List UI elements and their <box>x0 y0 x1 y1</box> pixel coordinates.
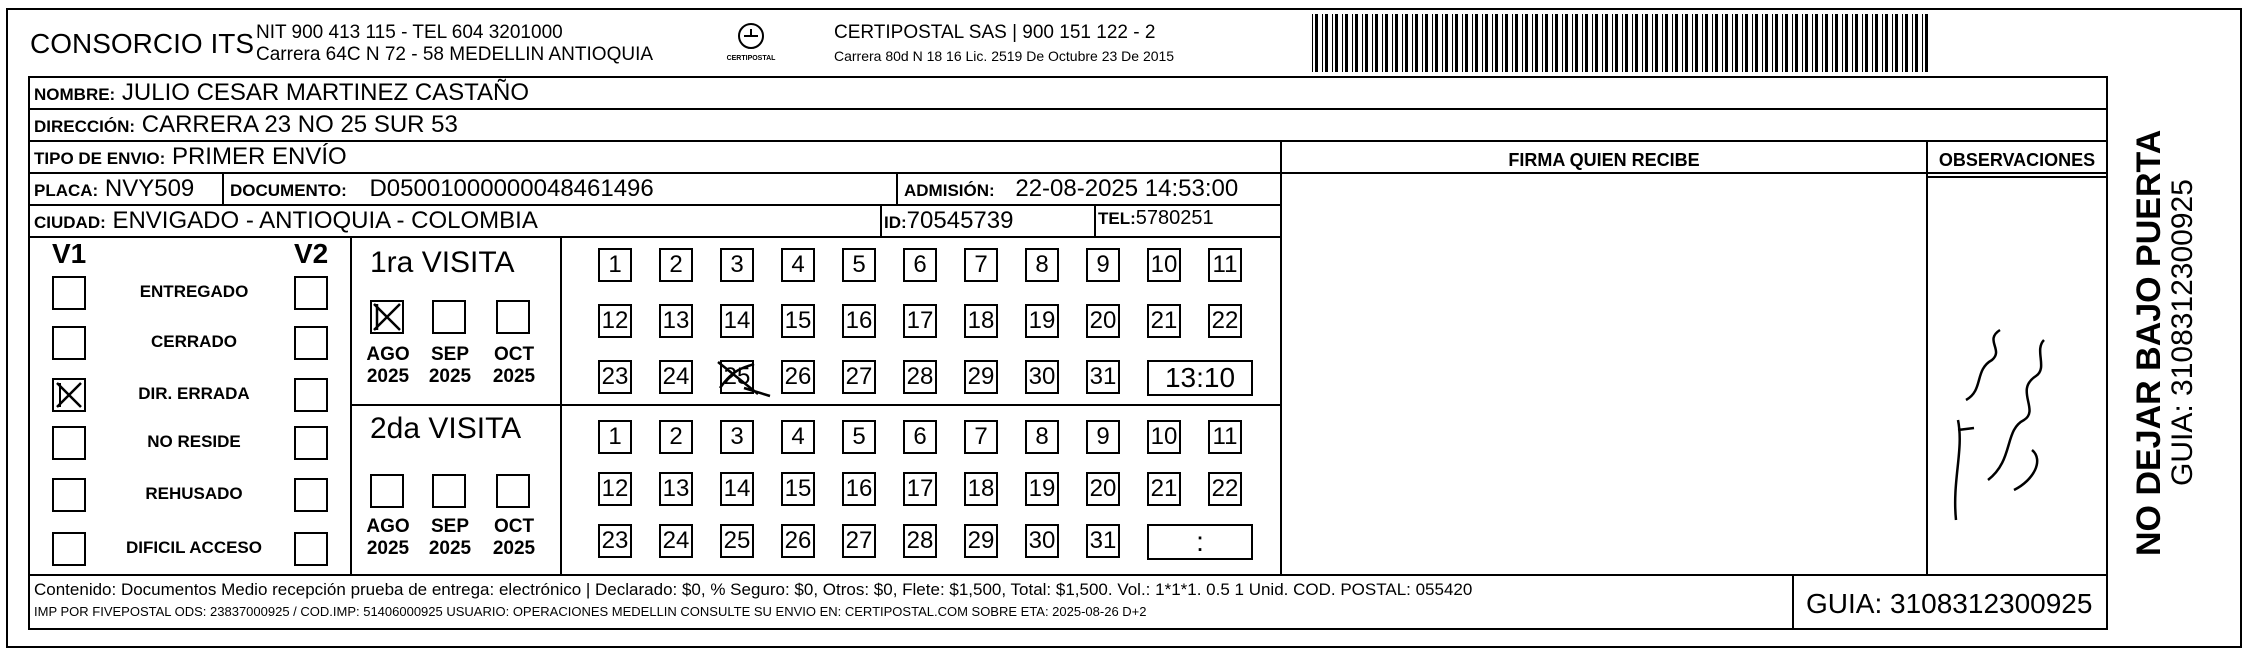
barcode-bar <box>1335 14 1338 72</box>
status-v1-checkbox[interactable] <box>52 426 86 460</box>
visit2-day-box[interactable]: 5 <box>842 420 876 454</box>
barcode-bar <box>1912 14 1913 72</box>
footer-imp: IMP POR FIVEPOSTAL ODS: 23837000925 / COD.IMP: 51406000925 USUARIO: OPERACIONES MEDELLIN CONSULTE SU ENVIO EN: CERTIPOSTAL.COM SOBRE ETA: 2025-08-26 D+2 <box>34 604 1147 619</box>
direccion-row <box>34 111 458 139</box>
guia-vertical: GUIA: 3108312300925 <box>2166 179 2199 486</box>
barcode-bar <box>1405 14 1408 72</box>
barcode-bar <box>1895 14 1898 72</box>
divider <box>350 404 1280 406</box>
barcode-bar <box>1445 14 1448 72</box>
barcode-bar <box>1685 14 1688 72</box>
visit1-day-box[interactable]: 21 <box>1147 304 1181 338</box>
id-label: ID: <box>884 213 907 232</box>
status-v1-checkbox[interactable] <box>52 326 86 360</box>
visit2-day-box[interactable]: 19 <box>1025 472 1059 506</box>
barcode-bar <box>1485 14 1488 72</box>
visit1-day-box[interactable]: 29 <box>964 360 998 394</box>
visit1-day-box[interactable]: 4 <box>781 248 815 282</box>
status-label: REHUSADO <box>145 484 243 503</box>
barcode-bar <box>1592 14 1593 72</box>
visit1-day-box[interactable]: 1 <box>598 248 632 282</box>
tipo-value: PRIMER ENVÍO <box>171 143 347 170</box>
visit1-day-box[interactable]: 10 <box>1147 248 1181 282</box>
visit2-month-label: OCT <box>493 516 535 537</box>
barcode-bar <box>1645 14 1648 72</box>
barcode-bar <box>1422 14 1423 72</box>
status-v1-checkbox[interactable] <box>52 378 86 412</box>
barcode-bar <box>1925 14 1928 72</box>
visit2-day-box[interactable]: 12 <box>598 472 632 506</box>
barcode-bar <box>1795 14 1798 72</box>
status-label: ENTREGADO <box>139 282 249 301</box>
status-v2-checkbox[interactable] <box>294 276 328 310</box>
barcode-bar <box>1462 14 1463 72</box>
barcode-bar <box>1862 14 1863 72</box>
visit1-day-box[interactable]: 22 <box>1208 304 1242 338</box>
barcode-bar <box>1465 14 1468 72</box>
direccion-value: CARRERA 23 NO 25 SUR 53 <box>141 111 458 138</box>
barcode-bar <box>1382 14 1383 72</box>
barcode-bar <box>1495 14 1498 72</box>
visit1-day-box[interactable]: 20 <box>1086 304 1120 338</box>
nombre-label: NOMBRE: <box>34 85 116 104</box>
visit2-day-box[interactable]: 22 <box>1208 472 1242 506</box>
barcode-bar <box>1885 14 1888 72</box>
barcode-bar <box>1505 14 1508 72</box>
barcode-bar <box>1605 14 1608 72</box>
barcode-bar <box>1815 14 1818 72</box>
barcode-bar <box>1492 14 1493 72</box>
tel-row <box>1098 207 1214 230</box>
barcode-bar <box>1752 14 1753 72</box>
barcode-bar <box>1865 14 1868 72</box>
barcode-bar <box>1875 14 1878 72</box>
barcode-bar <box>1695 14 1698 72</box>
barcode-bar <box>1762 14 1763 72</box>
barcode-bar <box>1515 14 1518 72</box>
logo-text: CERTIPOSTAL <box>726 55 776 62</box>
no-dejar-bajo-puerta: NO DEJAR BAJO PUERTA <box>2130 129 2168 556</box>
admision-label: ADMISIÓN: <box>904 181 995 200</box>
divider <box>28 574 30 630</box>
barcode-bar <box>1772 14 1773 72</box>
barcode-bar <box>1715 14 1718 72</box>
barcode-bar <box>1522 14 1523 72</box>
admision-row <box>904 175 1238 203</box>
visit1-year-label: 2025 <box>492 366 536 387</box>
barcode-bar <box>1625 14 1628 72</box>
observaciones-header: OBSERVACIONES <box>1938 150 2096 170</box>
visit1-month-checkbox[interactable] <box>370 300 404 334</box>
divider <box>896 172 898 204</box>
divider <box>2106 574 2108 630</box>
visit2-day-box[interactable]: 31 <box>1086 524 1120 558</box>
barcode-bar <box>1325 14 1328 72</box>
visit1-day-box[interactable]: 23 <box>598 360 632 394</box>
status-v2-checkbox[interactable] <box>294 426 328 460</box>
barcode-bar <box>1545 14 1548 72</box>
visit2-day-box[interactable]: 14 <box>720 472 754 506</box>
barcode-bar <box>1902 14 1903 72</box>
barcode-bar <box>1315 14 1318 72</box>
id-value: 70545739 <box>906 207 1014 234</box>
status-label: CERRADO <box>151 332 237 351</box>
tipo-label: TIPO DE ENVIO: <box>34 149 166 168</box>
barcode-bar <box>1792 14 1793 72</box>
visit2-day-box[interactable]: 23 <box>598 524 632 558</box>
barcode-bar <box>1542 14 1543 72</box>
divider <box>28 574 2108 576</box>
divider <box>350 236 352 576</box>
barcode-bar <box>1765 14 1768 72</box>
barcode-bar <box>1585 14 1588 72</box>
certipostal-logo <box>718 22 784 68</box>
barcode-bar <box>1565 14 1568 72</box>
footer-guia: GUIA: 3108312300925 <box>1806 588 2093 619</box>
placa-label: PLACA: <box>34 181 99 200</box>
visit2-day-box[interactable]: 4 <box>781 420 815 454</box>
visit1-day-box[interactable]: 7 <box>964 248 998 282</box>
visit2-day-box[interactable]: 27 <box>842 524 876 558</box>
visit2-year-label: 2025 <box>366 538 410 559</box>
divider <box>28 76 30 576</box>
visit1-time-box[interactable]: 13:10 <box>1147 360 1253 396</box>
barcode-bar <box>1392 14 1393 72</box>
visit1-month-label: AGO <box>366 344 410 365</box>
visit2-month-checkbox[interactable] <box>432 474 466 508</box>
status-label: DIR. ERRADA <box>138 384 250 403</box>
divider <box>28 236 1282 238</box>
visit2-day-box[interactable]: 29 <box>964 524 998 558</box>
tel-value: 5780251 <box>1135 207 1214 229</box>
barcode-bar <box>1525 14 1528 72</box>
barcode-bar <box>1665 14 1668 72</box>
barcode-bar <box>1722 14 1723 72</box>
visit2-month-label: AGO <box>366 516 410 537</box>
barcode-bar <box>1852 14 1853 72</box>
barcode-bar <box>1672 14 1673 72</box>
barcode-bar <box>1355 14 1358 72</box>
barcode-bar <box>1475 14 1478 72</box>
visit2-day-box[interactable]: 10 <box>1147 420 1181 454</box>
barcode-bar <box>1385 14 1388 72</box>
visit2-year-label: 2025 <box>428 538 472 559</box>
barcode-bar <box>1692 14 1693 72</box>
barcode-bar <box>1575 14 1578 72</box>
barcode-bar <box>1662 14 1663 72</box>
barcode-bar <box>1452 14 1453 72</box>
barcode-bar <box>1322 14 1323 72</box>
barcode-bar <box>1622 14 1623 72</box>
barcode-bar <box>1822 14 1823 72</box>
visit2-day-box[interactable]: 6 <box>903 420 937 454</box>
status-v2-checkbox[interactable] <box>294 326 328 360</box>
visit1-month-label: OCT <box>493 344 535 365</box>
visit2-month-label: SEP <box>430 516 470 537</box>
visit2-day-box[interactable]: 20 <box>1086 472 1120 506</box>
barcode-bar <box>1825 14 1828 72</box>
divider <box>28 172 2108 174</box>
check-x-icon <box>54 380 84 410</box>
barcode-bar <box>1632 14 1633 72</box>
placa-row <box>34 175 194 203</box>
divider <box>560 236 562 576</box>
barcode-bar <box>1855 14 1858 72</box>
barcode-bar <box>1602 14 1603 72</box>
certipostal-line2: Carrera 80d N 18 16 Lic. 2519 De Octubre 23 De 2015 <box>834 48 1175 64</box>
visit1-day-box[interactable]: 27 <box>842 360 876 394</box>
barcode-bar <box>1312 14 1313 72</box>
check-x-icon <box>372 302 402 332</box>
visit2-day-box[interactable]: 18 <box>964 472 998 506</box>
visit1-day-box[interactable]: 31 <box>1086 360 1120 394</box>
visit1-day-box[interactable]: 26 <box>781 360 815 394</box>
barcode-bar <box>1415 14 1418 72</box>
barcode-bar <box>1555 14 1558 72</box>
barcode-bar <box>1782 14 1783 72</box>
visit2-day-box[interactable]: 24 <box>659 524 693 558</box>
barcode-bar <box>1425 14 1428 72</box>
barcode-bar <box>1595 14 1598 72</box>
handwritten-signature <box>1944 280 2064 530</box>
barcode-bar <box>1402 14 1403 72</box>
divider <box>1926 176 2106 178</box>
visit2-day-box[interactable]: 8 <box>1025 420 1059 454</box>
barcode-bar <box>1712 14 1713 72</box>
strike-mark-icon <box>714 358 774 398</box>
certipostal-logo-icon <box>734 22 768 52</box>
company-nit: NIT 900 413 115 - TEL 604 3201000 <box>256 22 563 43</box>
barcode-bar <box>1735 14 1738 72</box>
barcode-bar <box>1535 14 1538 72</box>
visit1-title: 1ra VISITA <box>370 246 515 279</box>
visit2-day-box[interactable]: 11 <box>1208 420 1242 454</box>
visit1-day-box[interactable]: 18 <box>964 304 998 338</box>
barcode-bar <box>1725 14 1728 72</box>
barcode-bar <box>1572 14 1573 72</box>
certipostal-line1: CERTIPOSTAL SAS | 900 151 122 - 2 <box>834 22 1156 43</box>
visit2-day-box[interactable]: 17 <box>903 472 937 506</box>
visit1-day-box[interactable]: 9 <box>1086 248 1120 282</box>
visit1-month-label: SEP <box>430 344 470 365</box>
barcode-bar <box>1615 14 1618 72</box>
visit2-day-box[interactable]: 30 <box>1025 524 1059 558</box>
visit2-day-box[interactable]: 3 <box>720 420 754 454</box>
barcode-bar <box>1372 14 1373 72</box>
visit1-day-box[interactable]: 24 <box>659 360 693 394</box>
divider <box>28 76 2108 78</box>
barcode-bar <box>1435 14 1438 72</box>
visit1-day-box[interactable]: 5 <box>842 248 876 282</box>
company-address: Carrera 64C N 72 - 58 MEDELLIN ANTIOQUIA <box>256 44 654 65</box>
barcode-bar <box>1442 14 1443 72</box>
divider <box>28 628 2108 630</box>
barcode-bar <box>1562 14 1563 72</box>
barcode-bar <box>1835 14 1838 72</box>
visit1-year-label: 2025 <box>366 366 410 387</box>
barcode-bar <box>1552 14 1553 72</box>
barcode-bar <box>1842 14 1843 72</box>
visit2-day-box[interactable]: 2 <box>659 420 693 454</box>
barcode-bar <box>1512 14 1513 72</box>
firma-header: FIRMA QUIEN RECIBE <box>1508 150 1700 170</box>
visit1-day-box[interactable]: 25 <box>720 360 754 394</box>
barcode-bar <box>1682 14 1683 72</box>
visit1-year-label: 2025 <box>428 366 472 387</box>
barcode-bar <box>1882 14 1883 72</box>
barcode-bar <box>1365 14 1368 72</box>
visit2-title: 2da VISITA <box>370 412 522 445</box>
barcode-bar <box>1395 14 1398 72</box>
barcode-bar <box>1502 14 1503 72</box>
barcode-bar <box>1745 14 1748 72</box>
divider <box>222 172 224 204</box>
tel-label: TEL: <box>1098 209 1136 228</box>
status-v2-checkbox[interactable] <box>294 532 328 566</box>
barcode-bar <box>1732 14 1733 72</box>
visit1-day-box[interactable]: 11 <box>1208 248 1242 282</box>
barcode <box>1312 14 1932 72</box>
barcode-bar <box>1802 14 1803 72</box>
visit1-day-box[interactable]: 6 <box>903 248 937 282</box>
documento-row <box>230 175 654 203</box>
visit2-day-box[interactable]: 16 <box>842 472 876 506</box>
visit2-day-box[interactable]: 25 <box>720 524 754 558</box>
visit1-day-box[interactable]: 28 <box>903 360 937 394</box>
barcode-bar <box>1675 14 1678 72</box>
barcode-bar <box>1642 14 1643 72</box>
divider <box>1094 204 1096 236</box>
barcode-bar <box>1705 14 1708 72</box>
ciudad-value: ENVIGADO - ANTIOQUIA - COLOMBIA <box>112 207 538 234</box>
barcode-bar <box>1785 14 1788 72</box>
status-label: NO RESIDE <box>147 432 241 451</box>
barcode-bar <box>1332 14 1333 72</box>
visit2-day-box[interactable]: 28 <box>903 524 937 558</box>
visit2-day-box[interactable]: 21 <box>1147 472 1181 506</box>
divider <box>1926 140 1928 576</box>
barcode-bar <box>1832 14 1833 72</box>
barcode-bar <box>1845 14 1848 72</box>
visit2-day-box[interactable]: 1 <box>598 420 632 454</box>
divider <box>1280 140 1282 576</box>
visit2-month-checkbox[interactable] <box>496 474 530 508</box>
visit2-day-box[interactable]: 7 <box>964 420 998 454</box>
visit1-day-box[interactable]: 3 <box>720 248 754 282</box>
visit1-day-box[interactable]: 30 <box>1025 360 1059 394</box>
visit2-day-box[interactable]: 9 <box>1086 420 1120 454</box>
direccion-label: DIRECCIÓN: <box>34 117 136 136</box>
divider <box>2106 76 2108 576</box>
visit1-day-box[interactable]: 13 <box>659 304 693 338</box>
visit2-day-box[interactable]: 26 <box>781 524 815 558</box>
visit1-day-box[interactable]: 17 <box>903 304 937 338</box>
visit1-day-box[interactable]: 8 <box>1025 248 1059 282</box>
barcode-bar <box>1455 14 1458 72</box>
divider <box>880 204 882 236</box>
barcode-bar <box>1892 14 1893 72</box>
barcode-bar <box>1755 14 1758 72</box>
barcode-bar <box>1345 14 1348 72</box>
barcode-bar <box>1775 14 1778 72</box>
barcode-bar <box>1742 14 1743 72</box>
divider <box>28 108 2108 110</box>
status-v1-checkbox[interactable] <box>52 276 86 310</box>
barcode-bar <box>1702 14 1703 72</box>
ciudad-row <box>34 207 538 235</box>
barcode-bar <box>1412 14 1413 72</box>
visit2-month-checkbox[interactable] <box>370 474 404 508</box>
visit1-day-box[interactable]: 12 <box>598 304 632 338</box>
placa-value: NVY509 <box>104 175 195 202</box>
id-row <box>884 207 1013 235</box>
barcode-bar <box>1635 14 1638 72</box>
tipo-row <box>34 143 347 171</box>
barcode-bar <box>1805 14 1808 72</box>
barcode-bar <box>1655 14 1658 72</box>
visit1-month-checkbox[interactable] <box>496 300 530 334</box>
barcode-bar <box>1915 14 1918 72</box>
visit1-day-box[interactable]: 14 <box>720 304 754 338</box>
visit2-year-label: 2025 <box>492 538 536 559</box>
visit1-day-box[interactable]: 19 <box>1025 304 1059 338</box>
barcode-bar <box>1482 14 1483 72</box>
company-name: CONSORCIO ITS <box>30 28 255 59</box>
footer-content: Contenido: Documentos Medio recepción prueba de entrega: electrónico | Declarado: $0, % Seguro: $0, Otros: $0, Flete: $1,500, Total: $1,500. Vol.: 1*1*1. 0.5 1 Unid. COD. POSTAL: 055420 <box>34 580 1473 599</box>
nombre-row <box>34 79 529 107</box>
visit1-day-box[interactable]: 15 <box>781 304 815 338</box>
v2-header: V2 <box>294 238 329 269</box>
ciudad-label: CIUDAD: <box>34 213 106 232</box>
documento-label: DOCUMENTO: <box>230 181 347 200</box>
barcode-bar <box>1922 14 1923 72</box>
visit2-time-box[interactable]: : <box>1147 524 1253 560</box>
status-v2-checkbox[interactable] <box>294 378 328 412</box>
barcode-bar <box>1532 14 1533 72</box>
divider <box>1792 574 1794 630</box>
admision-value: 22-08-2025 14:53:00 <box>1015 175 1239 202</box>
barcode-bar <box>1872 14 1873 72</box>
documento-value: D05001000000048461496 <box>369 175 654 202</box>
v1-header: V1 <box>52 238 87 269</box>
nombre-value: JULIO CESAR MARTINEZ CASTAÑO <box>121 79 530 106</box>
status-label: DIFICIL ACCESO <box>125 538 262 557</box>
visit1-month-checkbox[interactable] <box>432 300 466 334</box>
barcode-bar <box>1652 14 1653 72</box>
status-v2-checkbox[interactable] <box>294 478 328 512</box>
visit1-day-box[interactable]: 16 <box>842 304 876 338</box>
barcode-bar <box>1812 14 1813 72</box>
barcode-bar <box>1342 14 1343 72</box>
status-v1-checkbox[interactable] <box>52 532 86 566</box>
barcode-bar <box>1582 14 1583 72</box>
barcode-bar <box>1905 14 1908 72</box>
barcode-bar <box>1612 14 1613 72</box>
barcode-bar <box>1472 14 1473 72</box>
visit2-day-box[interactable]: 13 <box>659 472 693 506</box>
divider <box>28 140 2108 142</box>
visit2-day-box[interactable]: 15 <box>781 472 815 506</box>
barcode-bar <box>1352 14 1353 72</box>
barcode-bar <box>1362 14 1363 72</box>
visit1-day-box[interactable]: 2 <box>659 248 693 282</box>
barcode-bar <box>1432 14 1433 72</box>
status-v1-checkbox[interactable] <box>52 478 86 512</box>
barcode-bar <box>1375 14 1378 72</box>
